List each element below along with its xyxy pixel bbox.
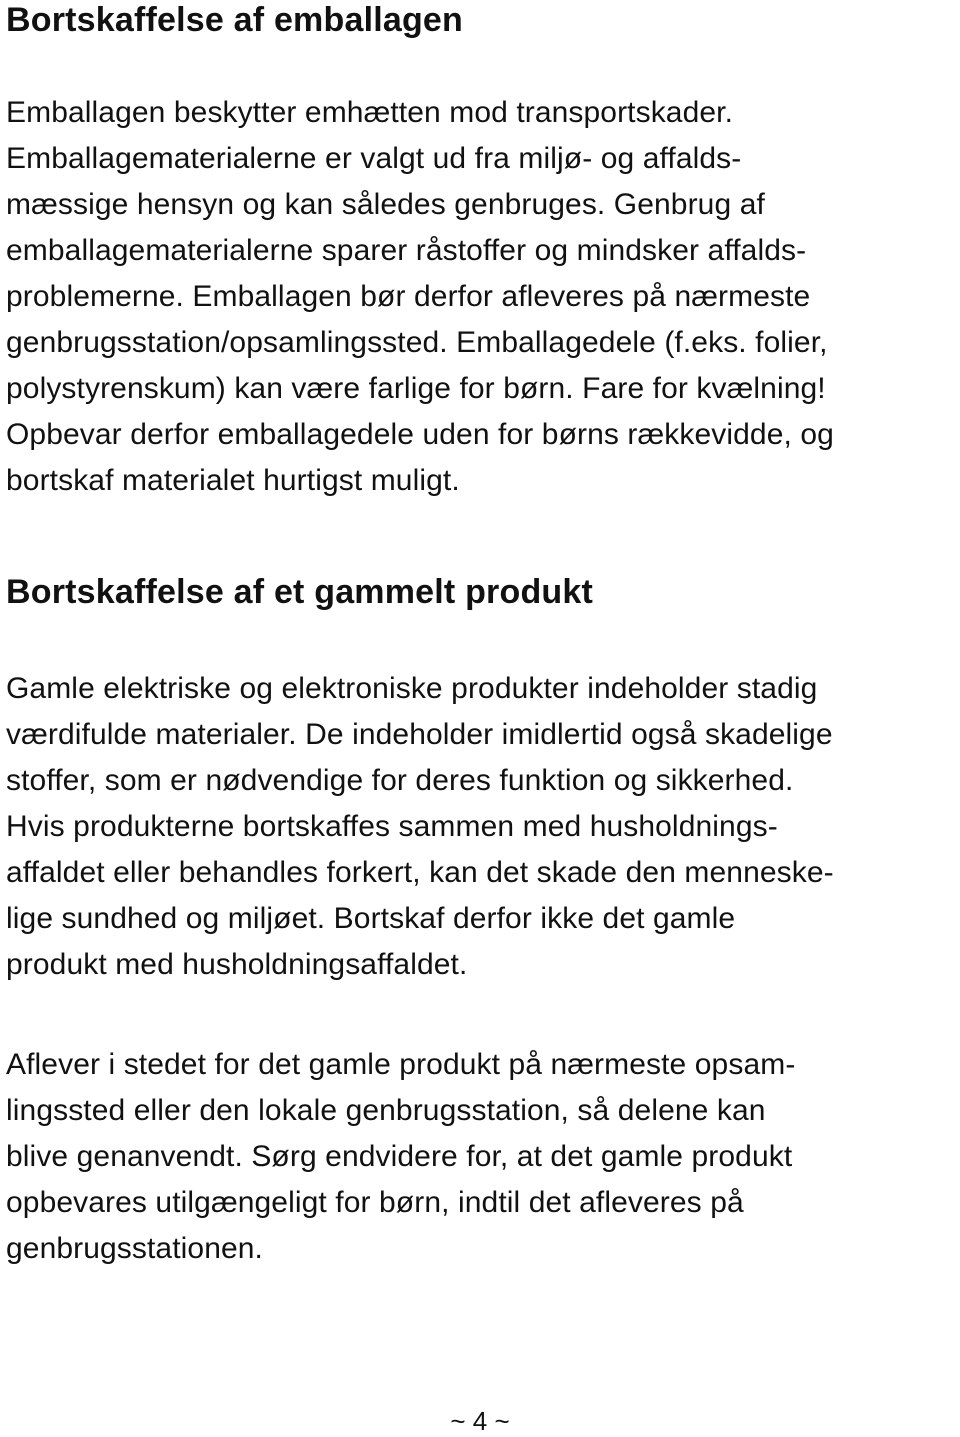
heading-old-product-disposal: Bortskaffelse af et gammelt produkt	[6, 573, 594, 611]
text-line: polystyrenskum) kan være farlige for børn. Fare for kvælning!	[6, 372, 826, 405]
text-line: genbrugsstation/opsamlingssted. Emballagedele (f.eks. folier,	[6, 326, 828, 359]
text-line: Aflever i stedet for det gamle produkt på nærmeste opsam-	[6, 1048, 796, 1081]
text-line: værdifulde materialer. De indeholder imidlertid også skadelige	[6, 718, 833, 751]
text-line: produkt med husholdningsaffaldet.	[6, 948, 468, 981]
text-line: Opbevar derfor emballagedele uden for børns rækkevidde, og	[6, 418, 834, 451]
paragraph-old-product	[6, 666, 960, 988]
text-line: problemerne. Emballagen bør derfor afleveres på nærmeste	[6, 280, 811, 313]
text-line: lige sundhed og miljøet. Bortskaf derfor ikke det gamle	[6, 902, 736, 935]
text-line: affaldet eller behandles forkert, kan det skade den menneske-	[6, 856, 834, 889]
paragraph-packaging	[6, 90, 960, 504]
text-line: Emballagematerialerne er valgt ud fra miljø- og affalds-	[6, 142, 742, 175]
text-line: Gamle elektriske og elektroniske produkter indeholder stadig	[6, 672, 818, 705]
text-line: bortskaf materialet hurtigst muligt.	[6, 464, 460, 497]
text-line: Emballagen beskytter emhætten mod transportskader.	[6, 96, 734, 129]
text-line: genbrugsstationen.	[6, 1232, 263, 1265]
heading-packaging-disposal: Bortskaffelse af emballagen	[6, 1, 464, 39]
paragraph-recycling-instructions	[6, 1042, 960, 1272]
text-line: blive genanvendt. Sørg endvidere for, at det gamle produkt	[6, 1140, 793, 1173]
text-line: mæssige hensyn og kan således genbruges. Genbrug af	[6, 188, 765, 221]
text-line: stoffer, som er nødvendige for deres funktion og sikkerhed.	[6, 764, 794, 797]
text-line: emballagematerialerne sparer råstoffer og mindsker affalds-	[6, 234, 807, 267]
page-number: ~ 4 ~	[450, 1406, 510, 1436]
text-line: Hvis produkterne bortskaffes sammen med husholdnings-	[6, 810, 778, 843]
text-line: opbevares utilgængeligt for børn, indtil det afleveres på	[6, 1186, 744, 1219]
text-line: lingssted eller den lokale genbrugsstation, så delene kan	[6, 1094, 766, 1127]
